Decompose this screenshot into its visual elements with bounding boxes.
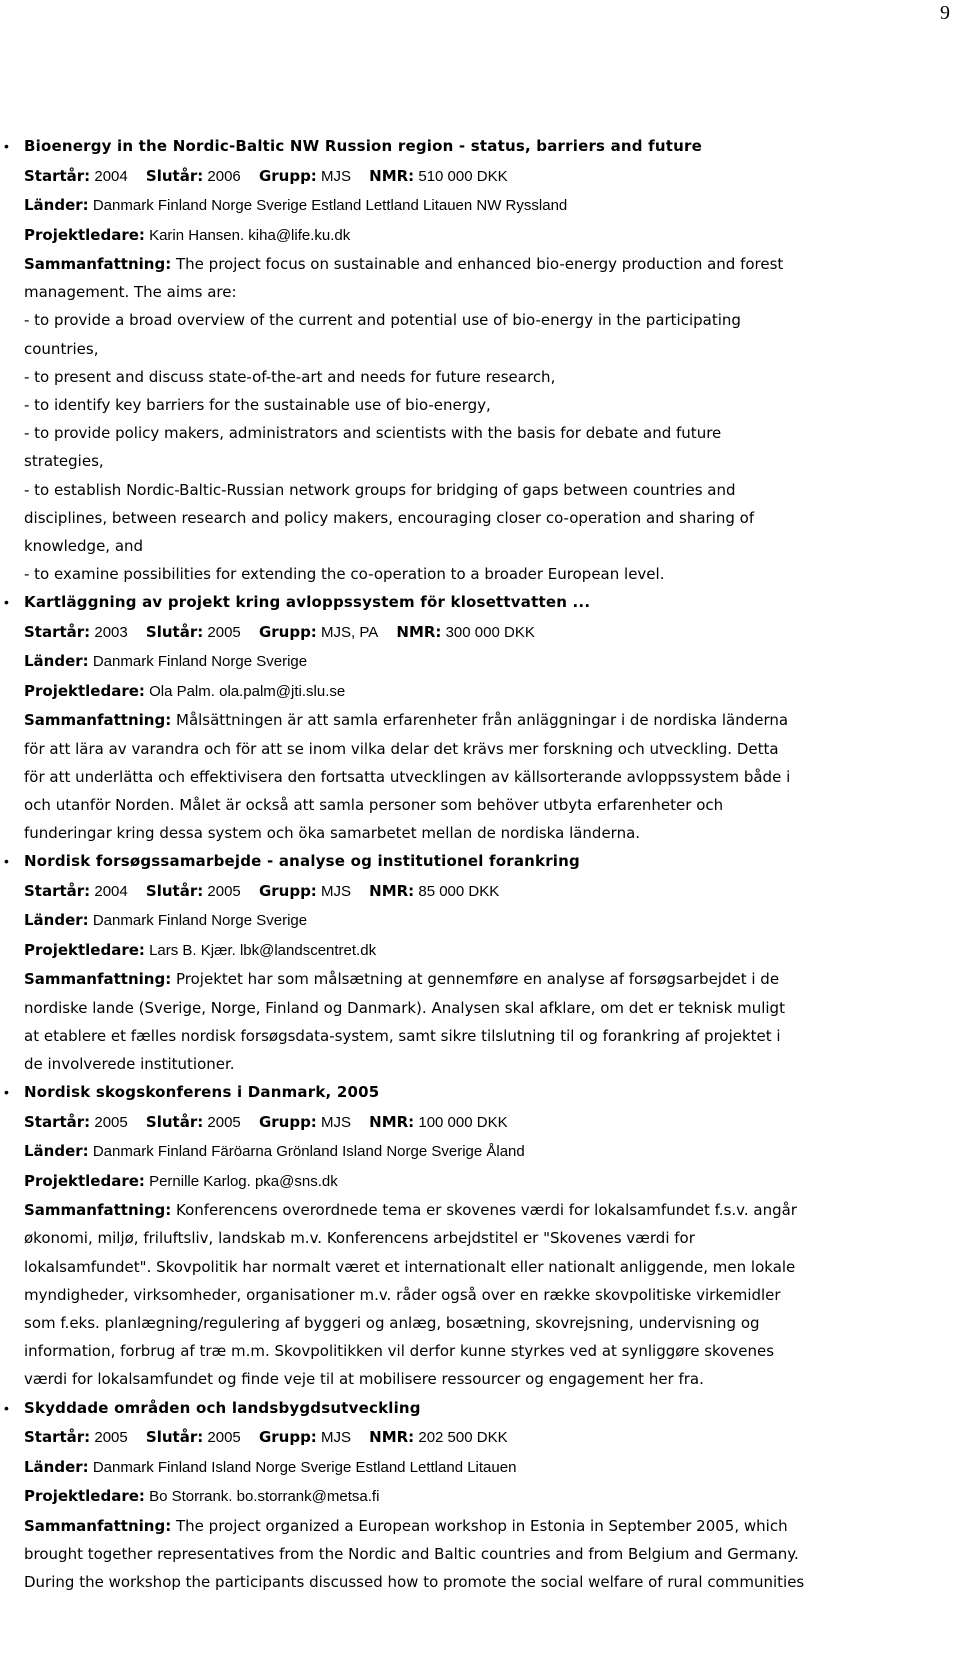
project-title: Nordisk skogskonferens i Danmark, 2005 — [24, 1083, 380, 1102]
countries-value: Danmark Finland Norge Sverige Estland Lettland Litauen NW Ryssland — [92, 197, 568, 214]
leader-value: Karin Hansen. kiha@life.ku.dk — [149, 226, 351, 244]
leader-label: Projektledare: — [24, 1171, 145, 1190]
leader-value: Ola Palm. ola.palm@jti.slu.se — [149, 682, 346, 700]
nmr-label: NMR: — [369, 1112, 415, 1131]
leader-value: Bo Storrank. bo.storrank@metsa.fi — [149, 1488, 380, 1506]
countries-label: Länder: — [24, 196, 89, 214]
end-label: Slutår: — [145, 166, 204, 185]
summary-label: Sammanfattning: — [24, 970, 172, 989]
group-value: MJS — [320, 1429, 351, 1447]
project-countries — [24, 906, 920, 936]
end-year: 2005 — [207, 1113, 241, 1131]
project-summary — [24, 706, 920, 847]
countries-value: Danmark Finland Färöarna Grönland Island Norge Sverige Åland — [92, 1143, 525, 1161]
summary-text: The project focus on sustainable and enhanced bio-energy production and forest management. The aims are: - to provide a broad overview of the current and potential use of bio-energy in the participating countries, - to present and discuss state-of-the-art and needs for future research, - to identify key barriers for the sustainable use of bio-energy, - to provide policy makers, administrators and scientists with the basis for debate and future strategies, - to establish Nordic-Baltic-Russian network groups for bridging of gaps between countries and disciplines, between research and policy makers, encouraging closer co-operation and sharing of knowledge, and - to examine possibilities for extending the co-operation to a broader European level. — [24, 255, 784, 584]
summary-label: Sammanfattning: — [24, 255, 172, 273]
group-label: Grupp: — [258, 166, 317, 185]
project-entry — [0, 588, 960, 847]
group-value: MJS — [320, 882, 351, 900]
project-title: Skyddade områden och landsbygdsutveckling — [24, 1398, 421, 1417]
start-label: Startår: — [24, 881, 91, 900]
end-label: Slutår: — [145, 1112, 204, 1131]
project-title: Nordisk forsøgssamarbejde - analyse og institutionel forankring — [24, 852, 580, 871]
group-value: MJS — [320, 167, 351, 185]
leader-label: Projektledare: — [24, 1487, 145, 1506]
nmr-value: 100 000 DKK — [418, 1113, 508, 1131]
summary-text: Konferencens overordnede tema er skovenes værdi for lokalsamfundet f.s.v. angår økonomi, miljø, friluftsliv, landskab m.v. Konferencens arbejdstitel er "Skovenes værdi for lokalsamfundet". Skovpolitik har normalt været et internationalt eller nationalt anliggende, men lokale myndigheder, virksomheder, organisationer m.v. råder også over en række skovpolitiske virkemidler som f.eks. planlægning/regulering af byggeri og anlæg, bosætning, skovrejsning, undervisning og information, forbrug af træ m.m. Skovpolitikken vil derfor kunne styrkes ved at synliggøre skovenes værdi for lokalsamfundet og finde veje til at mobilisere ressourcer og engagement her fra. — [24, 1201, 797, 1389]
countries-value: Danmark Finland Island Norge Sverige Estland Lettland Litauen — [92, 1458, 517, 1476]
end-year: 2005 — [207, 1429, 241, 1447]
bullet-icon: • — [4, 1084, 9, 1101]
end-year: 2006 — [207, 167, 241, 185]
project-countries — [24, 647, 920, 677]
start-label: Startår: — [24, 622, 91, 641]
project-countries — [24, 1137, 920, 1167]
project-entry — [0, 1394, 960, 1597]
start-year: 2003 — [94, 623, 128, 641]
page-number: 9 — [940, 2, 950, 24]
summary-text: The project organized a European workshop in Estonia in September 2005, which brought together representatives from the Nordic and Baltic countries and from Belgium and Germany. During the workshop the participants discussed how to promote the social welfare of rural communities — [24, 1516, 805, 1592]
summary-label: Sammanfattning: — [24, 1201, 172, 1220]
end-label: Slutår: — [145, 622, 204, 641]
leader-label: Projektledare: — [24, 940, 145, 959]
nmr-label: NMR: — [396, 622, 442, 641]
bullet-icon: • — [4, 1399, 9, 1416]
group-value: MJS, PA — [320, 623, 379, 641]
project-leader — [24, 221, 920, 251]
project-entry — [0, 1078, 960, 1393]
nmr-value: 510 000 DKK — [418, 167, 508, 185]
nmr-label: NMR: — [369, 166, 415, 185]
leader-value: Lars B. Kjær. lbk@landscentret.dk — [149, 941, 377, 959]
project-leader — [24, 1167, 920, 1197]
countries-label: Länder: — [24, 652, 89, 671]
countries-value: Danmark Finland Norge Sverige — [92, 653, 308, 671]
bullet-icon: • — [4, 138, 9, 154]
bullet-icon: • — [4, 594, 9, 611]
group-label: Grupp: — [258, 1112, 317, 1131]
start-label: Startår: — [24, 1112, 91, 1131]
end-year: 2005 — [207, 623, 241, 641]
countries-value: Danmark Finland Norge Sverige — [92, 912, 308, 930]
leader-label: Projektledare: — [24, 225, 145, 244]
project-summary — [24, 965, 920, 1078]
start-label: Startår: — [24, 1428, 91, 1447]
group-label: Grupp: — [258, 622, 317, 641]
project-summary — [24, 250, 920, 588]
leader-label: Projektledare: — [24, 681, 145, 700]
end-year: 2005 — [207, 882, 241, 900]
group-label: Grupp: — [258, 881, 317, 900]
project-summary — [24, 1512, 920, 1597]
project-entry — [0, 847, 960, 1078]
project-leader — [24, 936, 920, 966]
countries-label: Länder: — [24, 1142, 89, 1161]
nmr-label: NMR: — [369, 881, 415, 900]
end-label: Slutår: — [145, 1428, 204, 1447]
summary-text: Projektet har som målsætning at gennemføre en analyse af forsøgsarbejdet i de nordiske lande (Sverige, Norge, Finland og Danmark). Analysen skal afklare, om det er teknisk muligt at etablere et fælles nordisk forsøgsdata-system, samt sikre tilslutning til og forankring af projektet i de involverede institutioner. — [24, 970, 785, 1074]
summary-label: Sammanfattning: — [24, 711, 172, 730]
group-label: Grupp: — [258, 1428, 317, 1447]
project-countries — [24, 191, 920, 221]
start-label: Startår: — [24, 166, 91, 185]
project-summary — [24, 1196, 920, 1393]
nmr-label: NMR: — [369, 1428, 415, 1447]
project-title: Kartläggning av projekt kring avloppssystem för klosettvatten ... — [24, 593, 591, 612]
project-meta — [24, 162, 920, 192]
project-leader — [24, 1482, 920, 1512]
project-leader — [24, 677, 920, 707]
project-countries — [24, 1453, 920, 1483]
project-meta — [24, 1108, 920, 1138]
project-title: Bioenergy in the Nordic-Baltic NW Russion region - status, barriers and future — [24, 137, 702, 155]
nmr-value: 202 500 DKK — [418, 1429, 508, 1447]
summary-text: Målsättningen är att samla erfarenheter från anläggningar i de nordiska länderna för att lära av varandra och för att se inom vilka delar det krävs mer forskning och utveckling. Detta för att underlätta och effektivisera den fortsatta utvecklingen av källsorterande avloppssystem både i och utanför Norden. Målet är också att samla personer som behöver utbyta erfarenheter och funderingar kring dessa system och öka samarbetet mellan de nordiska länderna. — [24, 711, 791, 843]
countries-label: Länder: — [24, 911, 89, 930]
end-label: Slutår: — [145, 881, 204, 900]
leader-value: Pernille Karlog. pka@sns.dk — [149, 1172, 338, 1190]
nmr-value: 300 000 DKK — [445, 623, 535, 641]
project-meta — [24, 1423, 920, 1453]
group-value: MJS — [320, 1113, 351, 1131]
project-entry — [0, 132, 960, 588]
start-year: 2005 — [94, 1113, 128, 1131]
start-year: 2004 — [94, 167, 128, 185]
project-list — [0, 132, 960, 1596]
summary-label: Sammanfattning: — [24, 1516, 172, 1535]
project-meta — [24, 618, 920, 648]
project-meta — [24, 877, 920, 907]
start-year: 2004 — [94, 882, 128, 900]
start-year: 2005 — [94, 1429, 128, 1447]
countries-label: Länder: — [24, 1457, 89, 1476]
bullet-icon: • — [4, 853, 9, 870]
nmr-value: 85 000 DKK — [418, 882, 500, 900]
